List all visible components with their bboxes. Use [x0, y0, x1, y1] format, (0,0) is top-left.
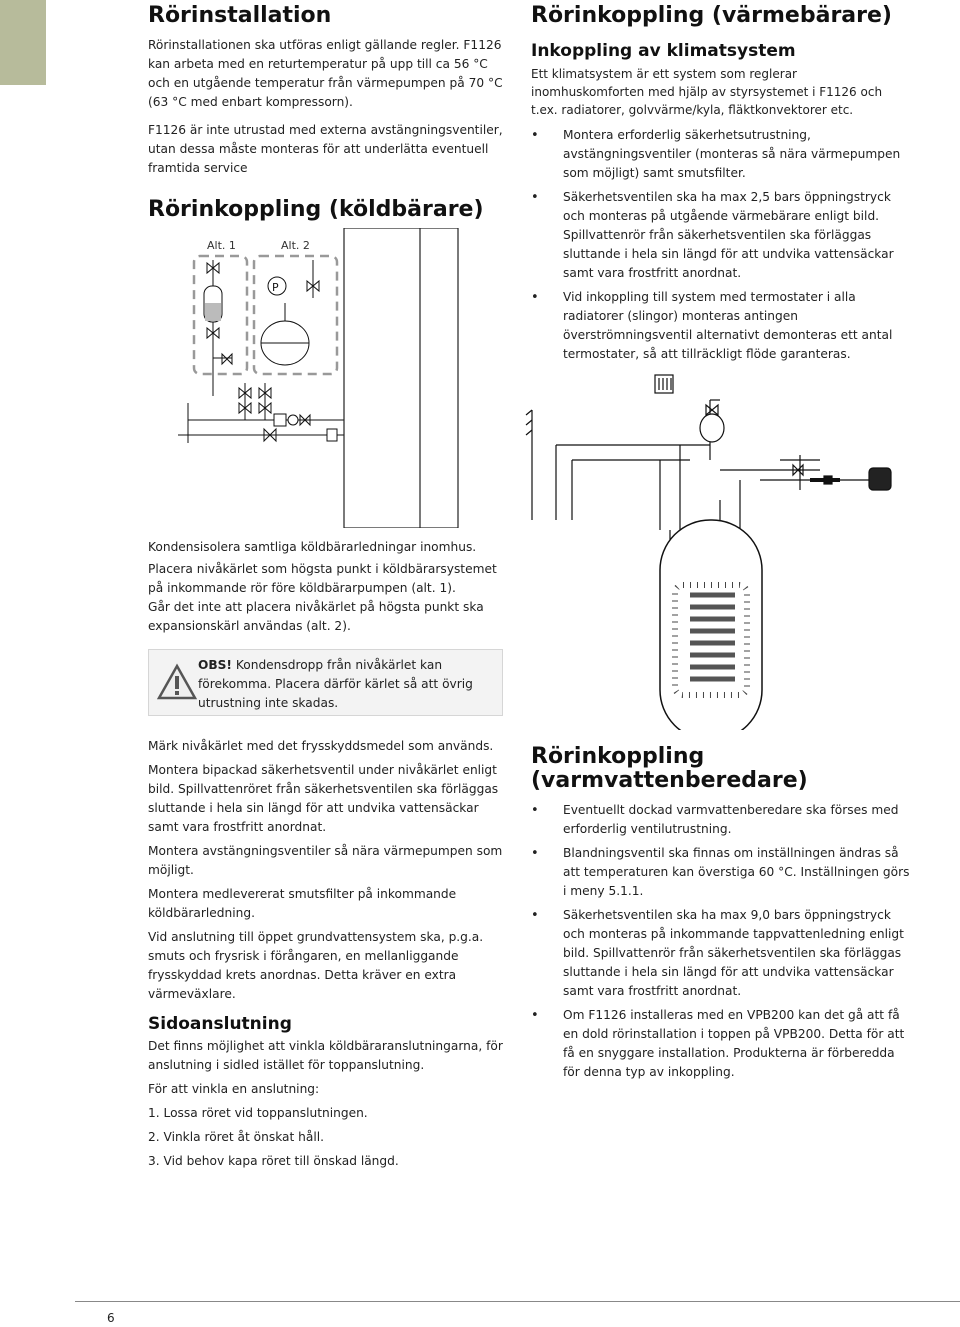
list-item: • Montera erforderlig säkerhetsutrustning, avstängningsventiler (monteras så nära värmepumpen som möjligt) samt smutsfilter. — [531, 126, 911, 183]
list-item: • Säkerhetsventilen ska ha max 2,5 bars öppningstryck och monteras på utgående värmebärare enligt bild. Spillvattenrör från säkerhetsventilen ska förläggas sluttande i hela sin längd för att undvika vattensäckar samt vara frostfritt anordnat. — [531, 188, 911, 283]
paragraph: Montera medlevererat smutsfilter på inkommande köldbärarledning. — [148, 887, 457, 920]
brine-diagram — [150, 228, 460, 528]
list-item: • Om F1126 installeras med en VPB200 kan det gå att få en dold rörinstallation i toppen på VPB200. Detta för att få en snyggare installation. Produkterna är förberedda för denna typ av inkoppling. — [531, 1006, 911, 1082]
footer-rule — [75, 1301, 960, 1302]
list-item: 1. Lossa röret vid toppanslutningen. — [148, 1106, 368, 1120]
pump-label: P — [272, 281, 279, 294]
paragraph: Ett klimatsystem är ett system som reglerar inomhuskomforten med hjälp av styrsystemet i F1126 och t.ex. radiatorer, golvvärme/kyla, fläktkonvektorer etc. — [531, 67, 883, 117]
alt1-label: Alt. 1 — [207, 239, 236, 252]
warning-icon — [157, 662, 197, 702]
list-item: • Eventuellt dockad varmvattenberedare ska förses med erforderlig ventilutrustning. — [531, 801, 911, 839]
page-number: 6 — [107, 1311, 115, 1325]
tap-icon — [869, 468, 891, 490]
section-heading: Rörinkoppling (köldbärare) — [148, 197, 484, 222]
list-item: 3. Vid behov kapa röret till önskad längd. — [148, 1154, 399, 1168]
warning-body: Kondensdropp från nivåkärlet kan förekomma. Placera därför kärlet så att övrig utrustning inte skadas. — [198, 658, 473, 710]
list-item: • Vid inkoppling till system med termostater i alla radiatorer (slingor) monteras antingen överströmningsventil alternativt demonteras ett antal termostater, så att tillräckligt flöde garanteras. — [531, 288, 911, 364]
section-heading: Rörinkoppling (varmvattenberedare) — [531, 744, 808, 793]
radiator-icon — [655, 375, 673, 393]
section-heading: Rörinkoppling (värmebärare) — [531, 3, 892, 28]
paragraph: Märk nivåkärlet med det frysskyddsmedel som används. — [148, 739, 494, 753]
paragraph: Placera nivåkärlet som högsta punkt i köldbärarsystemet på inkommande rör före köldbärarpumpen (alt. 1). — [148, 562, 497, 595]
chapter-tab — [0, 0, 46, 85]
paragraph: För att vinkla en anslutning: — [148, 1082, 320, 1096]
list-item: 2. Vinkla röret åt önskat håll. — [148, 1130, 325, 1144]
list-item: • Blandningsventil ska finnas om inställningen ändras så att temperaturen kan överstiga 60 °C. Inställningen görs i meny 5.1.1. — [531, 844, 911, 901]
paragraph: Rörinstallationen ska utföras enligt gällande regler. F1126 kan arbeta med en returtemperatur på upp till ca 56 °C och en utgående temperatur från värmepumpen på 70 °C (63 °C med enbart kompressorn). — [148, 38, 503, 109]
subheading: Inkoppling av klimatsystem — [531, 41, 796, 61]
paragraph: Montera bipackad säkerhetsventil under nivåkärlet enligt bild. Spillvattenröret från säkerhetsventilen ska förläggas sluttande i hela sin längd för att undvika vattensäckar samt vara frostfritt anordnat. — [148, 763, 499, 834]
paragraph: Montera avstängningsventiler så nära värmepumpen som möjligt. — [148, 844, 503, 877]
list-item: • Säkerhetsventilen ska ha max 9,0 bars öppningstryck och monteras på inkommande tappvattenledning enligt bild. Spillvattenrör från säkerhetsventilen ska förläggas sluttande i hela sin längd för att undvika vattensäckar samt vara frostfritt anordnat. — [531, 906, 911, 1001]
section-heading: Sidoanslutning — [148, 1014, 292, 1034]
paragraph: Det finns möjlighet att vinkla köldbäraranslutningarna, för anslutning i sidled istället för toppanslutning. — [148, 1039, 503, 1072]
heating-diagram — [520, 370, 920, 730]
warning-text — [198, 656, 493, 713]
paragraph: F1126 är inte utrustad med externa avstängningsventiler, utan dessa måste monteras för att underlätta eventuell framtida service — [148, 123, 503, 175]
warning-label: OBS! — [198, 658, 232, 672]
alt2-label: Alt. 2 — [281, 239, 310, 252]
warning-box — [148, 649, 503, 716]
paragraph: Kondensisolera samtliga köldbärarledningar inomhus. — [148, 540, 477, 554]
paragraph: Går det inte att placera nivåkärlet på högsta punkt ska expansionskärl användas (alt. 2). — [148, 600, 484, 633]
paragraph: Vid anslutning till öppet grundvattensystem ska, p.g.a. smuts och frysrisk i förångaren, en mellanliggande frysskyddad krets anordnas. Detta kräver en extra värmeväxlare. — [148, 930, 484, 1001]
page-title: Rörinstallation — [148, 3, 332, 28]
